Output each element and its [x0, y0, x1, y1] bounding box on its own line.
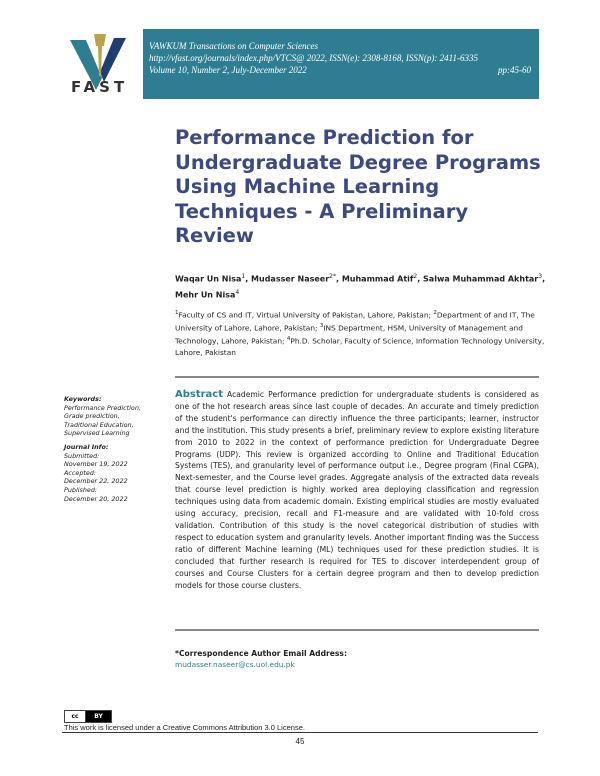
- correspondence-label: *Correspondence Author Email Address:: [175, 649, 347, 658]
- affiliation: INS Department, HSM, University of Management and Technology, Lahore, Pakistan;: [175, 323, 523, 346]
- cc-license-badge[interactable]: [64, 710, 112, 723]
- paper-title: Performance Prediction for Undergraduate Degree Programs Using Machine Learning Techniques - A Preliminary Review: [175, 126, 541, 247]
- author-name: Salwa Muhammad Akhtar: [423, 274, 539, 284]
- footer-divider: [62, 732, 538, 733]
- author-mark: 3: [538, 273, 543, 280]
- affil-mark: 3: [319, 322, 324, 329]
- journal-url[interactable]: http://vfast.org/journals/index.php/VTCS@ 2022, ISSN(e): 2308-8168, ISSN(p): 2411-6335: [149, 53, 479, 63]
- keyword: Traditional Education,: [64, 420, 134, 429]
- divider: [175, 376, 539, 378]
- info-line: December 22, 2022: [64, 477, 128, 486]
- info-line: December 20, 2022: [64, 494, 128, 503]
- affil-mark: 4: [286, 335, 291, 342]
- author-mark: 1: [241, 273, 246, 280]
- divider: [175, 629, 539, 631]
- keyword: Performance Prediction,: [64, 403, 141, 412]
- affil-mark: 1: [175, 310, 179, 316]
- volume-info: Volume 10, Number 2, July-December 2022: [149, 65, 307, 75]
- author-mark: 2: [413, 273, 418, 280]
- abstract-heading: Abstract: [175, 389, 224, 400]
- journal-name: VAWKUM Transactions on Computer Sciences: [149, 41, 318, 51]
- page-number: 45: [295, 737, 305, 746]
- author-name: Muhammad Atif: [341, 274, 414, 284]
- by-icon: BY: [86, 711, 111, 722]
- license-text: This work is licensed under a Creative Commons Attribution 3.0 License.: [64, 723, 305, 732]
- sidebar-info: [64, 395, 169, 503]
- journal-header-banner: [143, 29, 539, 99]
- keywords-heading: Keywords:: [64, 395, 102, 403]
- logo-text: FAST: [71, 78, 129, 96]
- affil-mark: 2: [433, 310, 437, 316]
- author-mark: 4: [235, 288, 240, 296]
- abstract: [175, 389, 539, 591]
- keyword: Grade prediction,: [64, 412, 120, 421]
- page-range: pp:45-60: [498, 65, 531, 75]
- author-mark: 2*: [329, 273, 336, 280]
- affiliation: Department of and IT, The University of Lahore, Lahore, Pakistan;: [175, 310, 535, 333]
- author-list: Waqar Un Nisa$^1$, Mudasser Naseer$^{2*}$, Muhammad Atif$^2$, Salwa Muhammad Akhtar$^3$, Mehr Un Nisa$^4$: [175, 273, 546, 300]
- cc-icon: cc: [65, 711, 86, 722]
- abstract-body: Academic Performance prediction for undergraduate students is considered as one of the hot research areas since last couple of decades. An accurate and timely prediction of the student's performance can directly influence the three participants; learner, instructor and the institution. This study presents a brief, preliminary review to explore existing literature from 2010 to 2022 in the context of performance prediction for Undergraduate Degree Programs (UDP). This review is organized according to Online and Traditional Education Systems (TES), and granularity level of performance output i.e., Degree program (Final CGPA), Next-semester, and the Course level grades. Aggregate analysis of the extracted data reveals that course level prediction is highly worked area deploying classification and regression techniques using data from academic domain. Existing empirical studies are mostly evaluated using accuracy, precision, recall and F1-measure and are validated with 10-fold cross validation. Contribution of this study is the novel categorical distribution of studies with respect to education system and granularity levels. Another important finding was the Success ratio of different Machine learning (ML) techniques used for these prediction studies. It is concluded that further research is required for TES to discover interdependent group of courses and Course Clusters for a certain degree program and then to develop prediction models for those course clusters.: [175, 390, 539, 590]
- affiliation: Faculty of CS and IT, Virtual University of Pakistan, Lahore, Pakistan;: [178, 310, 434, 320]
- author-name: Waqar Un Nisa: [175, 274, 242, 284]
- info-line: Published:: [64, 485, 98, 494]
- info-line: Submitted:: [64, 451, 100, 460]
- journal-info-heading: Journal Info:: [64, 442, 109, 451]
- correspondence-email-link[interactable]: mudasser.naseer@cs.uol.edu.pk: [175, 660, 295, 669]
- info-line: Accepted:: [64, 468, 97, 477]
- affiliation: Ph.D. Scholar, Faculty of Science, Information Technology University, Lahore, Pakistan: [175, 336, 545, 357]
- author-name: Mudasser Naseer: [251, 274, 330, 284]
- affiliations: [175, 308, 547, 358]
- keyword: Supervised Learning: [64, 429, 130, 438]
- info-line: November 19, 2022: [64, 460, 128, 469]
- author-name: Mehr Un Nisa: [175, 290, 236, 300]
